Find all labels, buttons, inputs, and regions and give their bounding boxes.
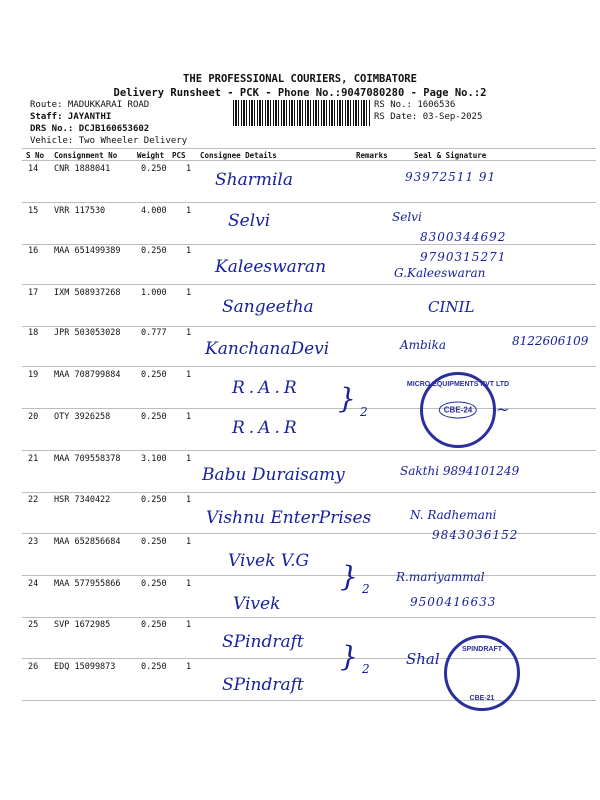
row-21-pcs: 1	[186, 454, 192, 464]
row-14-pcs: 1	[186, 164, 192, 174]
route-label: Route: MADUKKARAI ROAD	[30, 100, 150, 110]
row-20-pcs: 1	[186, 412, 192, 422]
signature-16-name: G.Kaleeswaran	[394, 266, 486, 280]
row-divider	[22, 326, 596, 327]
row-18-pcs: 1	[186, 328, 192, 338]
row-14-sno: 14	[28, 164, 39, 174]
row-24-consignment: MAA 577955866	[54, 579, 121, 589]
spindraft-seal	[444, 635, 520, 711]
row-19-weight: 0.250	[141, 370, 167, 380]
col-weight: Weight	[137, 151, 165, 160]
rs-number: RS No.: 1606536	[374, 100, 456, 110]
spindraft-seal-bottom: CBE-21	[469, 695, 495, 702]
table-top-rule	[22, 148, 596, 149]
signature-19-20-scrawl: ~	[496, 400, 510, 419]
micro-equipments-seal	[406, 372, 510, 448]
col-remarks: Remarks	[356, 151, 388, 160]
consignee-hw-17: Sangeetha	[222, 297, 314, 317]
row-23-consignment: MAA 652856684	[54, 537, 121, 547]
row-26-weight: 0.250	[141, 662, 167, 672]
row-26-sno: 26	[28, 662, 39, 672]
signature-15: 8300344692	[420, 230, 507, 244]
row-25-pcs: 1	[186, 620, 192, 630]
row-divider	[22, 366, 596, 367]
row-divider	[22, 575, 596, 576]
row-divider	[22, 450, 596, 451]
row-divider	[22, 492, 596, 493]
signature-14: 93972511 91	[405, 170, 497, 184]
signature-16: 9790315271	[420, 250, 507, 264]
row-22-consignment: HSR 7340422	[54, 495, 111, 505]
runsheet-subtitle: Delivery Runsheet - PCK - Phone No.:9047080280 - Page No.:2	[113, 87, 487, 99]
consignee-hw-23: Vivek V.G	[228, 551, 310, 571]
row-17-pcs: 1	[186, 288, 192, 298]
brace-count-25-26: 2	[362, 662, 370, 676]
row-15-sno: 15	[28, 206, 39, 216]
row-16-weight: 0.250	[141, 246, 167, 256]
col-seal: Seal & Signature	[414, 151, 487, 160]
row-26-consignment: EDQ 15099873	[54, 662, 116, 672]
row-25-weight: 0.250	[141, 620, 167, 630]
row-22-sno: 22	[28, 495, 39, 505]
col-consignment: Consignment No	[54, 151, 118, 160]
row-14-consignment: CNR 1888041	[54, 164, 111, 174]
table-header-rule	[22, 160, 596, 161]
micro-seal-center: CBE-24	[439, 402, 477, 419]
row-divider	[22, 244, 596, 245]
consignee-hw-14: Sharmila	[215, 170, 293, 190]
brace-count-23-24: 2	[362, 582, 370, 596]
row-22-weight: 0.250	[141, 495, 167, 505]
row-19-sno: 19	[28, 370, 39, 380]
row-divider	[22, 700, 596, 701]
row-23-weight: 0.250	[141, 537, 167, 547]
micro-seal-ring-text: MICRO EQUIPMENTS PVT LTD	[406, 381, 510, 388]
row-21-sno: 21	[28, 454, 39, 464]
row-divider	[22, 408, 596, 409]
signature-24-phone: 9500416633	[410, 595, 497, 609]
row-17-weight: 1.000	[141, 288, 167, 298]
col-consignee: Consignee Details	[200, 151, 277, 160]
consignee-hw-24: Vivek	[233, 594, 281, 614]
row-25-consignment: SVP 1672985	[54, 620, 111, 630]
brace-25-26: }	[340, 640, 358, 673]
consignee-hw-25: SPindraft	[222, 632, 304, 652]
row-17-consignment: IXM 508937268	[54, 288, 121, 298]
row-divider	[22, 202, 596, 203]
vehicle-label: Vehicle: Two Wheeler Delivery	[30, 136, 188, 146]
consignee-hw-21: Babu Duraisamy	[202, 465, 345, 485]
signature-15-name: Selvi	[392, 210, 422, 224]
row-18-sno: 18	[28, 328, 39, 338]
col-pcs: PCS	[172, 151, 186, 160]
staff-label: Staff: JAYANTHI	[30, 112, 112, 122]
row-16-consignment: MAA 651499389	[54, 246, 121, 256]
row-17-sno: 17	[28, 288, 39, 298]
row-24-sno: 24	[28, 579, 39, 589]
brace-count-19-20: 2	[360, 405, 368, 419]
drs-number: DRS No.: DCJB160653602	[30, 124, 150, 134]
consignee-hw-18: KanchanaDevi	[205, 339, 330, 359]
row-16-sno: 16	[28, 246, 39, 256]
consignee-hw-16: Kaleeswaran	[215, 257, 327, 277]
row-16-pcs: 1	[186, 246, 192, 256]
consignee-hw-22: Vishnu EnterPrises	[206, 508, 372, 528]
row-23-sno: 23	[28, 537, 39, 547]
row-21-consignment: MAA 709558378	[54, 454, 121, 464]
consignee-hw-19: R.A.R	[232, 378, 301, 398]
row-15-weight: 4.000	[141, 206, 167, 216]
row-22-pcs: 1	[186, 495, 192, 505]
row-25-sno: 25	[28, 620, 39, 630]
signature-22-phone: 9843036152	[432, 528, 519, 542]
runsheet-title: THE PROFESSIONAL COURIERS, COIMBATORE	[183, 73, 417, 85]
row-divider	[22, 617, 596, 618]
signature-18: 8122606109	[512, 334, 589, 348]
row-15-consignment: VRR 117530	[54, 206, 106, 216]
signature-18-name: Ambika	[400, 338, 446, 352]
row-24-weight: 0.250	[141, 579, 167, 589]
row-26-pcs: 1	[186, 662, 192, 672]
row-19-consignment: MAA 708799884	[54, 370, 121, 380]
spindraft-seal-ring-text: SPINDRAFT	[461, 646, 503, 653]
row-20-weight: 0.250	[141, 412, 167, 422]
row-15-pcs: 1	[186, 206, 192, 216]
rs-date: RS Date: 03-Sep-2025	[374, 112, 483, 122]
row-24-pcs: 1	[186, 579, 192, 589]
consignee-hw-20: R.A.R	[232, 418, 301, 438]
signature-17: CINIL	[428, 298, 475, 316]
brace-23-24: }	[340, 560, 358, 593]
row-18-consignment: JPR 503053028	[54, 328, 121, 338]
barcode	[233, 100, 371, 126]
row-23-pcs: 1	[186, 537, 192, 547]
row-14-weight: 0.250	[141, 164, 167, 174]
consignee-hw-26: SPindraft	[222, 675, 304, 695]
row-20-consignment: OTY 3926258	[54, 412, 111, 422]
signature-26: Shal	[406, 650, 440, 668]
row-20-sno: 20	[28, 412, 39, 422]
row-divider	[22, 284, 596, 285]
row-19-pcs: 1	[186, 370, 192, 380]
brace-19-20: }	[338, 382, 356, 415]
col-sno: S No	[26, 151, 45, 160]
row-18-weight: 0.777	[141, 328, 167, 338]
signature-24: R.mariyammal	[396, 570, 485, 584]
consignee-hw-15: Selvi	[228, 211, 271, 231]
signature-21: Sakthi 9894101249	[400, 464, 520, 478]
signature-22: N. Radhemani	[410, 508, 497, 522]
row-21-weight: 3.100	[141, 454, 167, 464]
